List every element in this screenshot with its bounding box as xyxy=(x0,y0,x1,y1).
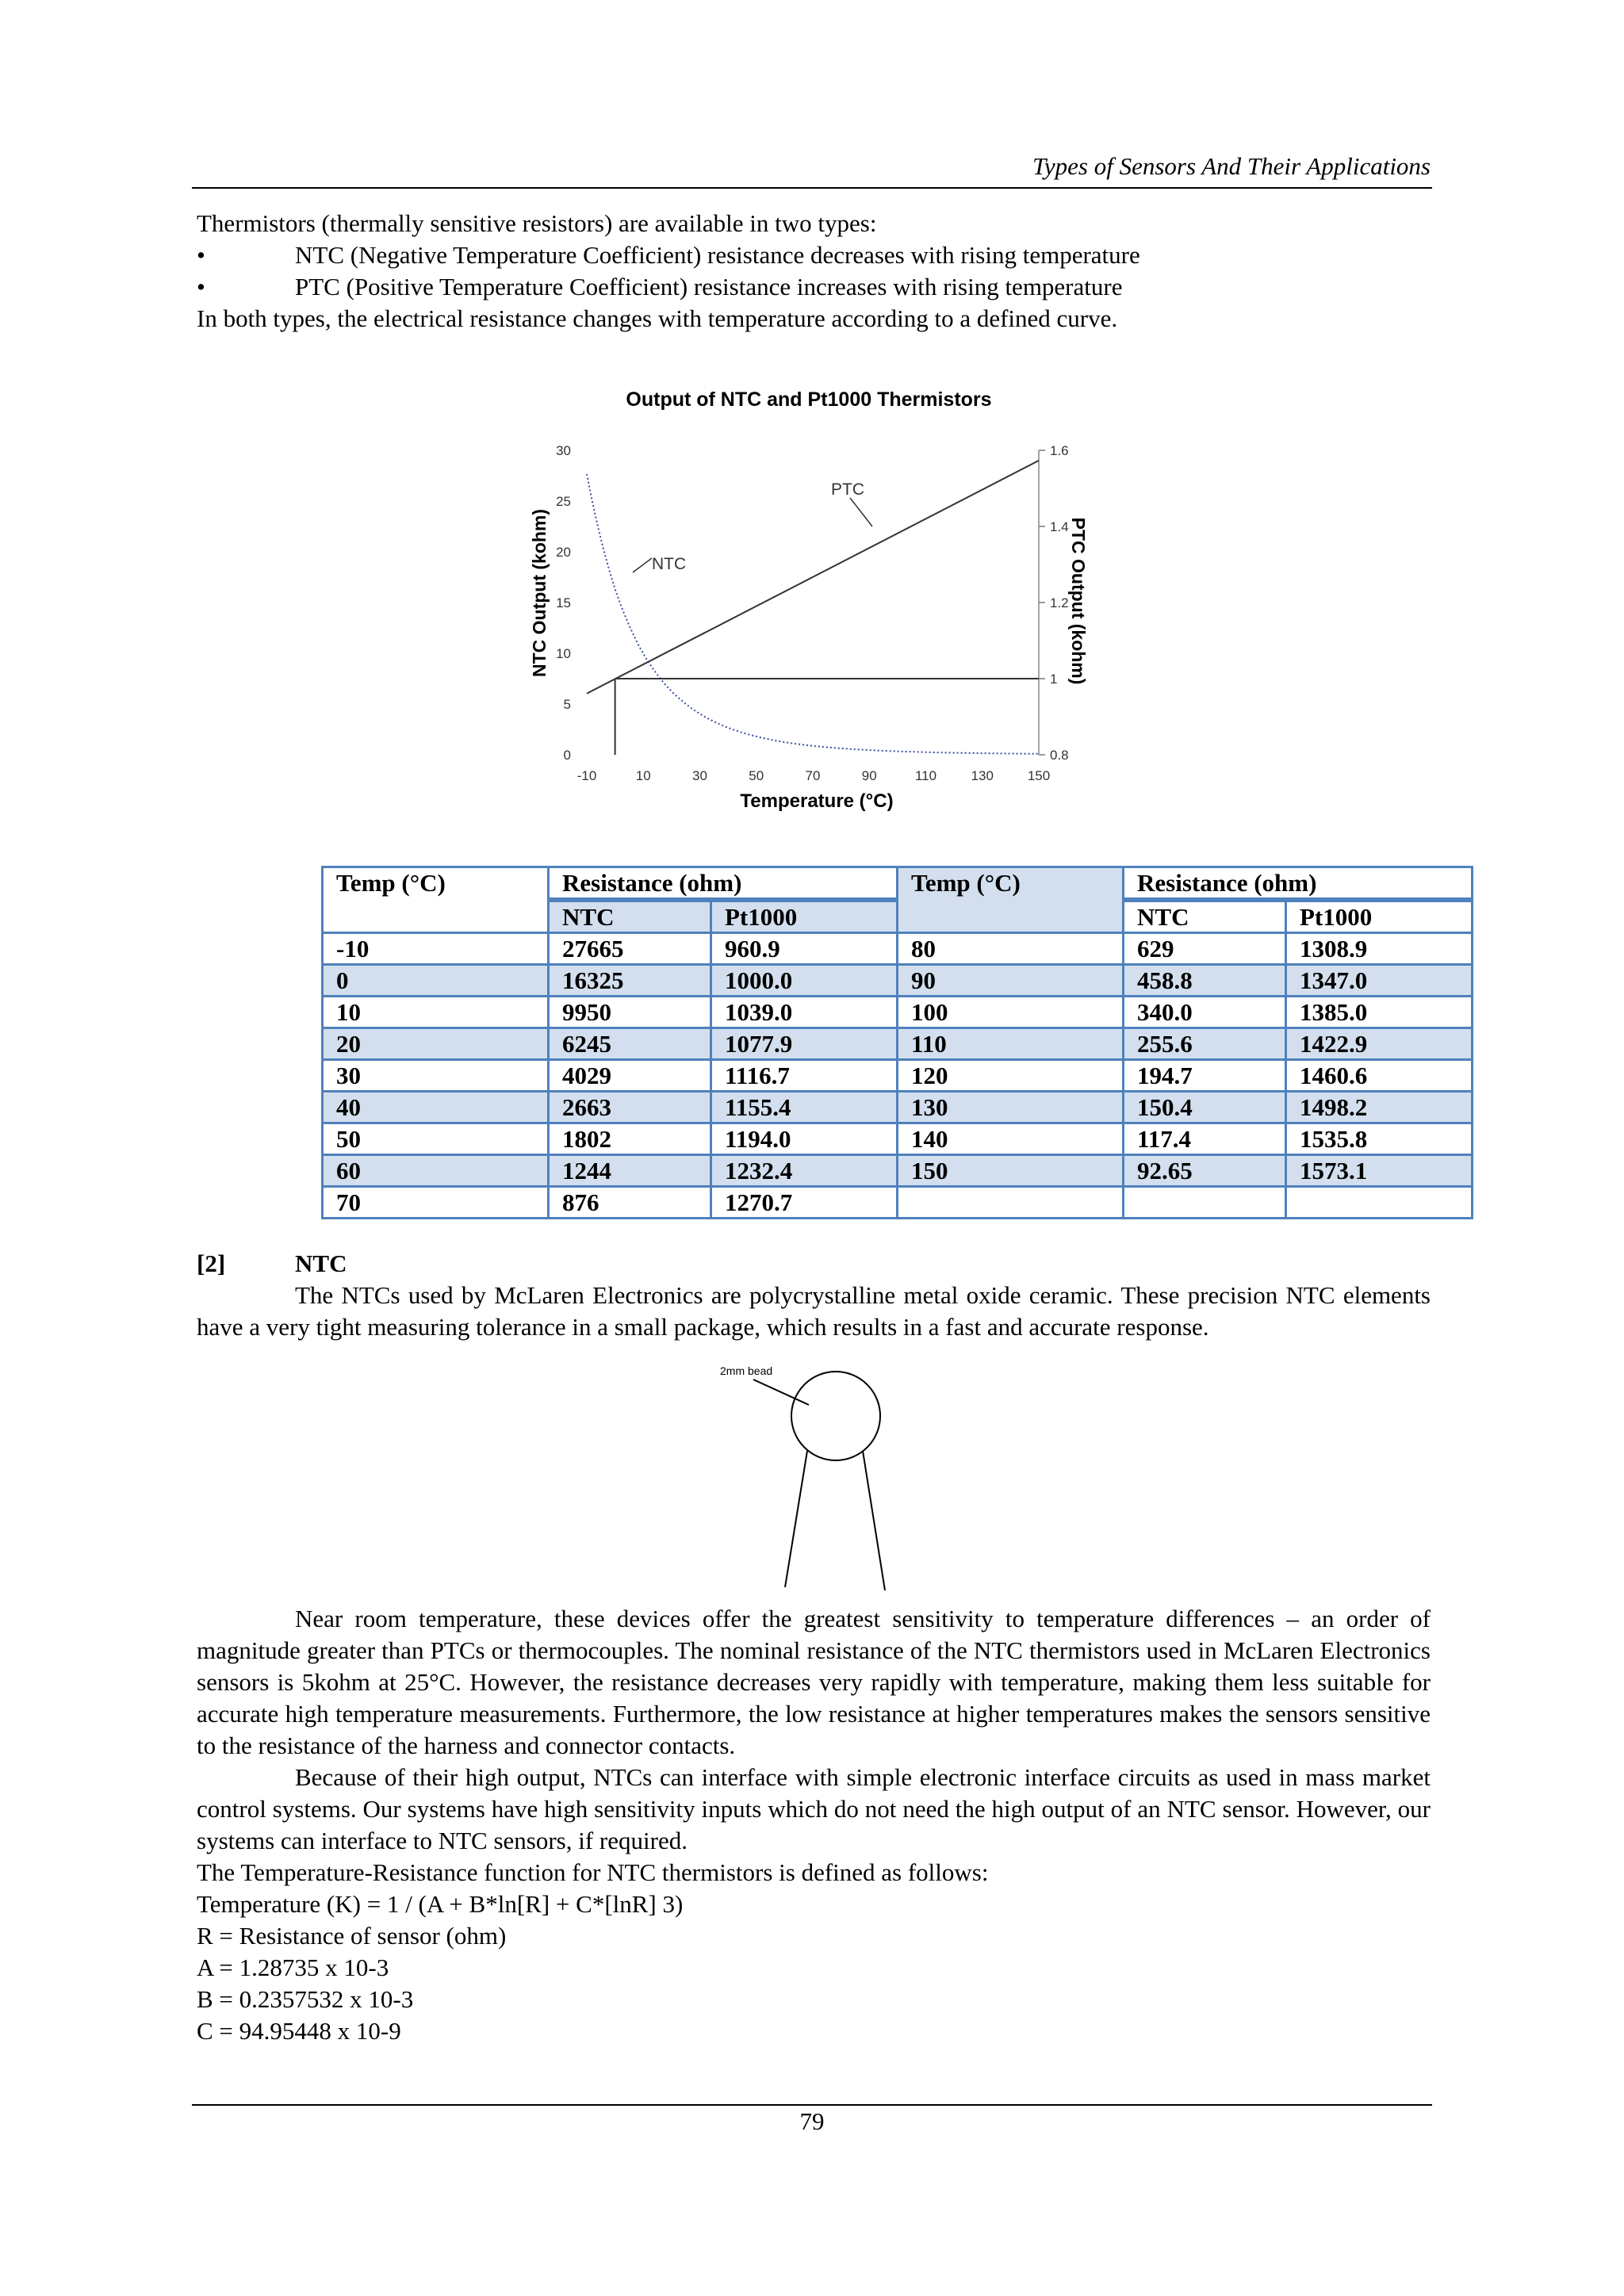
table-cell: 70 xyxy=(323,1187,549,1219)
table-cell: NTC xyxy=(1124,900,1286,933)
table-cell: -10 xyxy=(323,933,549,965)
table-row xyxy=(323,1187,1473,1219)
table-cell: 1039.0 xyxy=(711,997,898,1028)
x-tick-label: 150 xyxy=(1027,768,1051,783)
table-cell: 876 xyxy=(549,1187,711,1219)
table-cell: 1422.9 xyxy=(1286,1028,1473,1060)
table-cell: 27665 xyxy=(549,933,711,965)
table-cell: 150.4 xyxy=(1124,1092,1286,1123)
paragraph: Near room temperature, these devices offer the greatest sensitivity to temperature differences – an order of magnitude greater than PTCs or thermocouples. The nominal resistance of the NTC thermistors used in McLaren Electronics sensors is 5kohm at 25°C. However, the resistance decreases very rapidly with temperature, making them less suitable for accurate high temperature measurements. Furthermore, the low resistance at higher temperatures makes the sensors sensitive to the resistance of the harness and connector contacts. xyxy=(197,1605,1431,1759)
annotation-ptc-leader xyxy=(850,498,872,526)
table-cell: 117.4 xyxy=(1124,1123,1286,1155)
table-cell: 9950 xyxy=(549,997,711,1028)
table-cell: 960.9 xyxy=(711,933,898,965)
x-tick-label: 10 xyxy=(635,768,651,783)
section-title: NTC xyxy=(295,1249,347,1277)
annotation-ptc: PTC xyxy=(831,480,864,499)
table-cell: 340.0 xyxy=(1124,997,1286,1028)
table-cell: 1460.6 xyxy=(1286,1060,1473,1092)
x-tick-label: 30 xyxy=(692,768,707,783)
y-right-tick-label: 1.4 xyxy=(1050,519,1069,534)
table-cell: 50 xyxy=(323,1123,549,1155)
table-cell: Resistance (ohm) xyxy=(549,867,898,901)
bullet-text-ptc: PTC (Positive Temperature Coefficient) resistance increases with rising temperature xyxy=(295,273,1123,300)
chart-svg xyxy=(523,379,1126,831)
x-tick-label: 90 xyxy=(861,768,877,783)
y-left-tick-label: 20 xyxy=(556,545,571,560)
formula-line: B = 0.2357532 x 10-3 xyxy=(197,1985,414,2013)
chart-title: Output of NTC and Pt1000 Thermistors xyxy=(626,388,992,411)
table-row xyxy=(323,1123,1473,1155)
y-left-tick-label: 15 xyxy=(556,595,571,610)
x-tick-label: 110 xyxy=(914,768,937,783)
table-cell: Pt1000 xyxy=(1286,900,1473,933)
table-cell: 1573.1 xyxy=(1286,1155,1473,1187)
table-cell: 130 xyxy=(898,1092,1124,1123)
x-tick-label: -10 xyxy=(576,768,597,783)
formula-line: Temperature (K) = 1 / (A + B*ln[R] + C*[lnR] 3) xyxy=(197,1890,684,1918)
bullet-item xyxy=(197,271,1431,303)
table-cell: 60 xyxy=(323,1155,549,1187)
y-left-tick-label: 10 xyxy=(556,646,571,661)
table-cell: 1232.4 xyxy=(711,1155,898,1187)
intro-line: In both types, the electrical resistance changes with temperature according to a defined curve. xyxy=(197,304,1118,332)
formula-line: A = 1.28735 x 10-3 xyxy=(197,1954,389,1981)
series-ntc-line xyxy=(587,474,1039,754)
chart-xlabel: Temperature (°C) xyxy=(740,790,894,812)
table-cell: 255.6 xyxy=(1124,1028,1286,1060)
paragraph: Because of their high output, NTCs can interface with simple electronic interface circuits as used in mass market control systems. Our systems have high sensitivity inputs which do not need the high output of an NTC sensor. However, our systems can interface to NTC sensors, if required. xyxy=(197,1763,1431,1854)
table-cell: 194.7 xyxy=(1124,1060,1286,1092)
table-cell: 6245 xyxy=(549,1028,711,1060)
ntc-paragraph-2 xyxy=(197,1603,1431,2047)
table-row xyxy=(323,1028,1473,1060)
table-cell: 1194.0 xyxy=(711,1123,898,1155)
table-cell: 1077.9 xyxy=(711,1028,898,1060)
table-cell xyxy=(1124,1187,1286,1219)
table-cell: 90 xyxy=(898,965,1124,997)
formula-line: R = Resistance of sensor (ohm) xyxy=(197,1922,507,1950)
bullet-symbol: • xyxy=(197,273,205,300)
table-cell: 1000.0 xyxy=(711,965,898,997)
ntc-bead-figure xyxy=(706,1348,928,1601)
table-row xyxy=(323,933,1473,965)
y-right-tick-label: 0.8 xyxy=(1050,748,1069,763)
table-cell: 150 xyxy=(898,1155,1124,1187)
table-cell: 10 xyxy=(323,997,549,1028)
chart-ylabel-left: NTC Output (kohm) xyxy=(529,508,550,678)
table-cell: NTC xyxy=(549,900,711,933)
table-cell: 1155.4 xyxy=(711,1092,898,1123)
table-cell: 2663 xyxy=(549,1092,711,1123)
table-cell: 629 xyxy=(1124,933,1286,965)
annotation-ntc: NTC xyxy=(652,555,687,573)
bead-label: 2mm bead xyxy=(720,1364,773,1377)
table-cell: 1308.9 xyxy=(1286,933,1473,965)
table-cell: 1802 xyxy=(549,1123,711,1155)
table-cell: 80 xyxy=(898,933,1124,965)
table-cell: 30 xyxy=(323,1060,549,1092)
annotation-ntc-leader xyxy=(633,558,652,572)
table-row xyxy=(323,1092,1473,1123)
y-left-tick-label: 0 xyxy=(563,748,571,763)
table-cell: 458.8 xyxy=(1124,965,1286,997)
running-title: Types of Sensors And Their Applications xyxy=(1032,152,1431,180)
page-number: 79 xyxy=(799,2107,825,2135)
bullet-text-ntc: NTC (Negative Temperature Coefficient) resistance decreases with rising temperature xyxy=(295,241,1140,269)
series-ptc-line xyxy=(587,461,1039,694)
table-row xyxy=(323,965,1473,997)
section-heading xyxy=(197,1248,347,1280)
table-row xyxy=(323,1060,1473,1092)
bead-drawing xyxy=(706,1348,928,1601)
y-left-tick-label: 25 xyxy=(556,494,571,509)
table-cell: 0 xyxy=(323,965,549,997)
section-number: [2] xyxy=(197,1249,226,1277)
header-rule xyxy=(192,187,1432,189)
table-cell: Temp (°C) xyxy=(898,867,1124,933)
y-right-tick-label: 1.6 xyxy=(1050,443,1069,458)
table-cell: 1270.7 xyxy=(711,1187,898,1219)
table-header-row xyxy=(323,867,1473,901)
table-cell: 140 xyxy=(898,1123,1124,1155)
thermistor-chart xyxy=(523,379,1126,831)
table-cell: 16325 xyxy=(549,965,711,997)
table-cell: Resistance (ohm) xyxy=(1124,867,1473,901)
table-cell: 1535.8 xyxy=(1286,1123,1473,1155)
bead-circle xyxy=(791,1372,880,1460)
y-right-tick-label: 1 xyxy=(1050,672,1058,687)
table-cell: 4029 xyxy=(549,1060,711,1092)
y-left-tick-label: 30 xyxy=(556,443,571,458)
table-cell: 1347.0 xyxy=(1286,965,1473,997)
table-cell: Temp (°C) xyxy=(323,867,549,933)
y-right-tick-label: 1.2 xyxy=(1050,595,1069,610)
x-tick-label: 70 xyxy=(805,768,821,783)
table-cell: 110 xyxy=(898,1028,1124,1060)
bullet-symbol: • xyxy=(197,241,205,269)
ntc-paragraph-1 xyxy=(197,1280,1431,1343)
table-cell: 1116.7 xyxy=(711,1060,898,1092)
table-cell: 20 xyxy=(323,1028,549,1060)
bead-lead-left xyxy=(785,1451,807,1587)
table-cell: 1385.0 xyxy=(1286,997,1473,1028)
table-cell: 1498.2 xyxy=(1286,1092,1473,1123)
table-cell: 100 xyxy=(898,997,1124,1028)
table-row xyxy=(323,1155,1473,1187)
y-left-tick-label: 5 xyxy=(563,697,571,712)
formula-line: The Temperature-Resistance function for NTC thermistors is defined as follows: xyxy=(197,1858,989,1886)
table-cell: 92.65 xyxy=(1124,1155,1286,1187)
intro-line: Thermistors (thermally sensitive resistors) are available in two types: xyxy=(197,209,877,237)
table-cell xyxy=(898,1187,1124,1219)
x-tick-label: 50 xyxy=(749,768,764,783)
table-cell: 120 xyxy=(898,1060,1124,1092)
bead-leader-line xyxy=(753,1380,809,1405)
table-cell: 40 xyxy=(323,1092,549,1123)
bullet-item xyxy=(197,239,1431,271)
paragraph: The NTCs used by McLaren Electronics are polycrystalline metal oxide ceramic. These precision NTC elements have a very tight measuring tolerance in a small package, which results in a fast and accurate response. xyxy=(197,1281,1431,1341)
bead-lead-right xyxy=(863,1451,885,1590)
formula-line: C = 94.95448 x 10-9 xyxy=(197,2017,401,2045)
resistance-table xyxy=(321,866,1473,1219)
table-cell xyxy=(1286,1187,1473,1219)
x-tick-label: 130 xyxy=(971,768,994,783)
chart-ylabel-right: PTC Output (kohm) xyxy=(1068,517,1089,685)
footer-rule xyxy=(192,2104,1432,2106)
intro-block xyxy=(197,208,1431,335)
table-row xyxy=(323,997,1473,1028)
table-cell: 1244 xyxy=(549,1155,711,1187)
table-cell: Pt1000 xyxy=(711,900,898,933)
